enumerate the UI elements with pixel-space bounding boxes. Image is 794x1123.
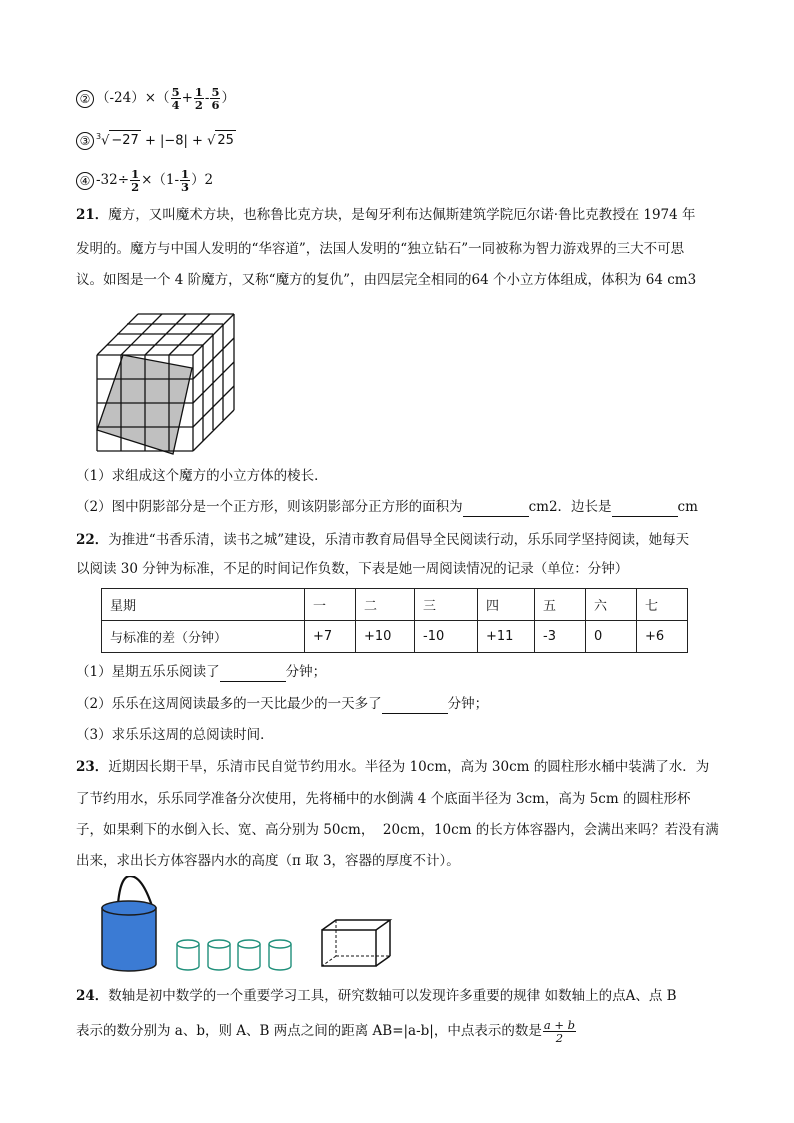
q23-line-4: 出来，求出长方体容器内水的高度（π 取 3，容器的厚度不计）。 bbox=[76, 853, 460, 869]
fraction: $\frac{1}{2}$ bbox=[194, 85, 203, 112]
question-number: 22． bbox=[76, 532, 109, 548]
q23-line-2: 了节约用水，乐乐同学准备分次使用，先将桶中的水倒满 4 个底面半径为 3cm，高为 5cm 的圆柱形杯 bbox=[76, 791, 691, 807]
fraction: $\frac{5}{6}$ bbox=[211, 85, 220, 112]
table-row: 星期 一 二 三 四 五 六 七 bbox=[102, 589, 688, 621]
circled-number: ③ bbox=[76, 132, 94, 150]
q22-sub-1: （1）星期五乐乐阅读了 分钟； bbox=[76, 664, 327, 680]
problem-20-4: ④ -32÷ $\frac{1}{2}$ ×（1- $\frac{1}{3}$ ）2 bbox=[76, 168, 213, 193]
problem-20-3: ③ $^3$√ −27 + |−8| + √ 25 bbox=[76, 127, 236, 151]
water-containers-figure bbox=[96, 876, 416, 976]
answer-blank bbox=[382, 699, 448, 714]
q22-line-2: 以阅读 30 分钟为标准，不足的时间记作负数，下表是她一周阅读情况的记录（单位：分钟） bbox=[76, 561, 629, 577]
fraction: $\frac{1}{3}$ bbox=[181, 167, 190, 194]
answer-blank bbox=[612, 502, 678, 517]
q22-line-1: 22．为推进“书香乐清，读书之城”建设，乐清市教育局倡导全民阅读行动，乐乐同学坚持阅读，她每天 bbox=[76, 532, 690, 548]
circled-number: ② bbox=[76, 90, 94, 108]
question-number: 21． bbox=[76, 207, 109, 223]
q21-line-2: 发明的。魔方与中国人发明的“华容道”，法国人发明的“独立钻石”一同被称为智力游戏界的三大不可思 bbox=[76, 241, 685, 257]
table-row: 与标准的差（分钟） +7 +10 -10 +11 -3 0 +6 bbox=[102, 621, 688, 653]
answer-blank bbox=[463, 502, 529, 517]
cups-icon bbox=[177, 940, 291, 970]
q21-line-1: 21．魔方，又叫魔术方块，也称鲁比克方块，是匈牙利布达佩斯建筑学院厄尔诺·鲁比克教授在 1974 年 bbox=[76, 207, 696, 223]
question-number: 24． bbox=[76, 988, 109, 1004]
circled-number: ④ bbox=[76, 172, 94, 190]
reading-record-table bbox=[101, 588, 688, 653]
cuboid-container-icon bbox=[322, 920, 390, 966]
q21-sub-2: （2）图中阴影部分是一个正方形，则该阴影部分正方形的面积为 cm2．边长是 cm bbox=[76, 499, 698, 515]
q24-line-2: 表示的数分别为 a、b，则 A、B 两点之间的距离 AB=|a-b|，中点表示的数是 $\frac{a + b}{2}$ bbox=[76, 1018, 576, 1045]
question-number: 23． bbox=[76, 759, 109, 775]
bucket-icon bbox=[102, 876, 156, 971]
fraction: $\frac{5}{4}$ bbox=[171, 85, 180, 112]
q22-sub-3: （3）求乐乐这周的总阅读时间． bbox=[76, 727, 274, 743]
problem-20-2: ② （-24）×（ $\frac{5}{4}$ + $\frac{1}{2}$ - $\frac{5}{6}$ ） bbox=[76, 86, 235, 111]
answer-blank bbox=[220, 667, 286, 682]
rubiks-cube-figure bbox=[96, 312, 246, 462]
q21-line-3: 议。如图是一个 4 阶魔方，又称“魔方的复仇”，由四层完全相同的64 个小立方体组成，体积为 64 cm3 bbox=[76, 272, 697, 288]
q24-line-1: 24．数轴是初中数学的一个重要学习工具，研究数轴可以发现许多重要的规律 如数轴上的点A、点 B bbox=[76, 988, 677, 1004]
midpoint-fraction: $\frac{a + b}{2}$ bbox=[543, 1018, 576, 1045]
q22-sub-2: （2）乐乐在这周阅读最多的一天比最少的一天多了 分钟； bbox=[76, 696, 489, 712]
q23-line-1: 23．近期因长期干旱，乐清市民自觉节约用水。半径为 10cm，高为 30cm 的圆柱形水桶中装满了水．为 bbox=[76, 759, 710, 775]
q23-line-3: 子，如果剩下的水倒入长、宽、高分别为 50cm， 20cm，10cm 的长方体容器内，会满出来吗？若没有满 bbox=[76, 822, 719, 838]
fraction: $\frac{1}{2}$ bbox=[131, 167, 140, 194]
q21-sub-1: （1）求组成这个魔方的小立方体的棱长． bbox=[76, 468, 328, 484]
